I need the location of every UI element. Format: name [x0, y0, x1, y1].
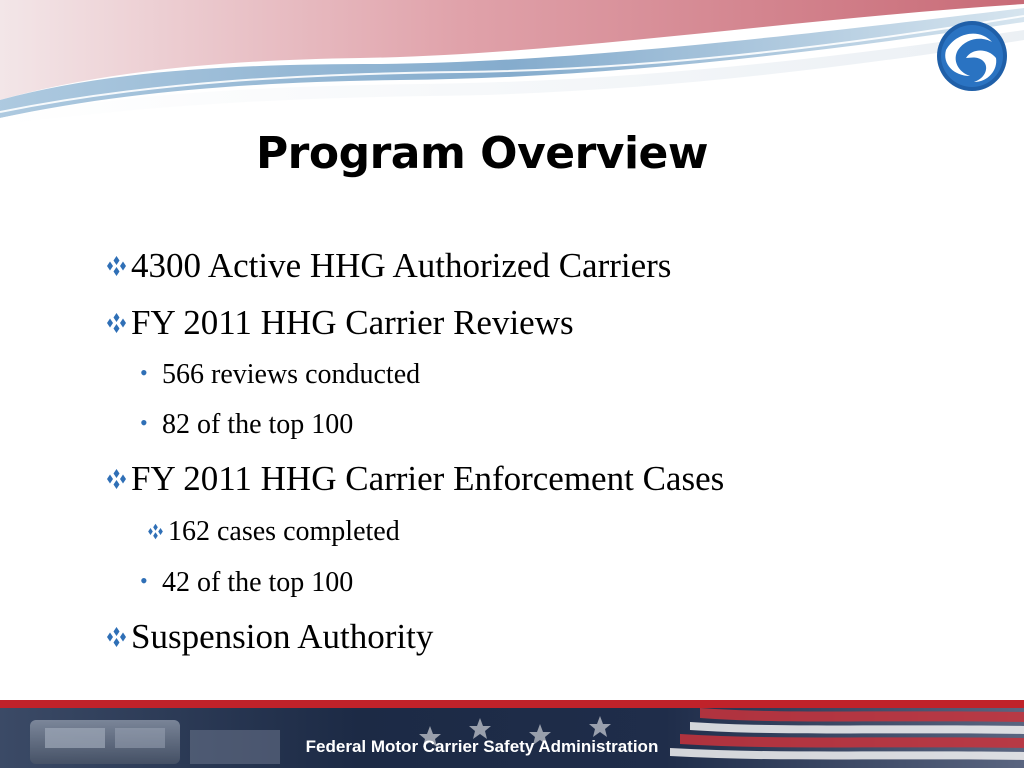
- bullet-suspension-authority: [103, 617, 433, 657]
- dot-bullet-icon: •: [140, 568, 148, 593]
- bullet-text: 162 cases completed: [168, 516, 400, 547]
- bullet-reviews-top-100: [140, 408, 353, 443]
- bullet-text: Suspension Authority: [131, 617, 434, 656]
- bullet-text: FY 2011 HHG Carrier Enforcement Cases: [131, 459, 725, 498]
- slide-title: Program Overview: [255, 128, 709, 179]
- bullet-text: FY 2011 HHG Carrier Reviews: [131, 303, 574, 342]
- footer-truck-flag-graphic: [0, 700, 1024, 768]
- footer-agency-name: Federal Motor Carrier Safety Administration: [305, 737, 659, 756]
- diamond-bullet-icon: [103, 468, 130, 490]
- bullet-enforcement-cases: [103, 459, 724, 499]
- bullet-text: 4300 Active HHG Authorized Carriers: [131, 246, 672, 285]
- diamond-bullet-icon: [103, 626, 130, 648]
- bullet-carrier-reviews: [103, 303, 574, 343]
- dot-bullet-icon: •: [140, 360, 148, 385]
- footer-banner: [0, 700, 1024, 768]
- diamond-bullet-icon: [103, 312, 130, 334]
- bullet-text: 42 of the top 100: [162, 567, 354, 598]
- diamond-bullet-icon: [145, 523, 166, 540]
- diamond-bullet-icon: [103, 255, 130, 277]
- bullet-text: 82 of the top 100: [162, 409, 354, 440]
- bullet-cases-completed: [145, 515, 400, 549]
- bullet-cases-top-100: [140, 566, 353, 601]
- bullet-text: 566 reviews conducted: [162, 359, 421, 390]
- bullet-active-carriers: [103, 246, 671, 286]
- dot-bullet-icon: •: [140, 410, 148, 435]
- bullet-reviews-conducted: [140, 358, 420, 393]
